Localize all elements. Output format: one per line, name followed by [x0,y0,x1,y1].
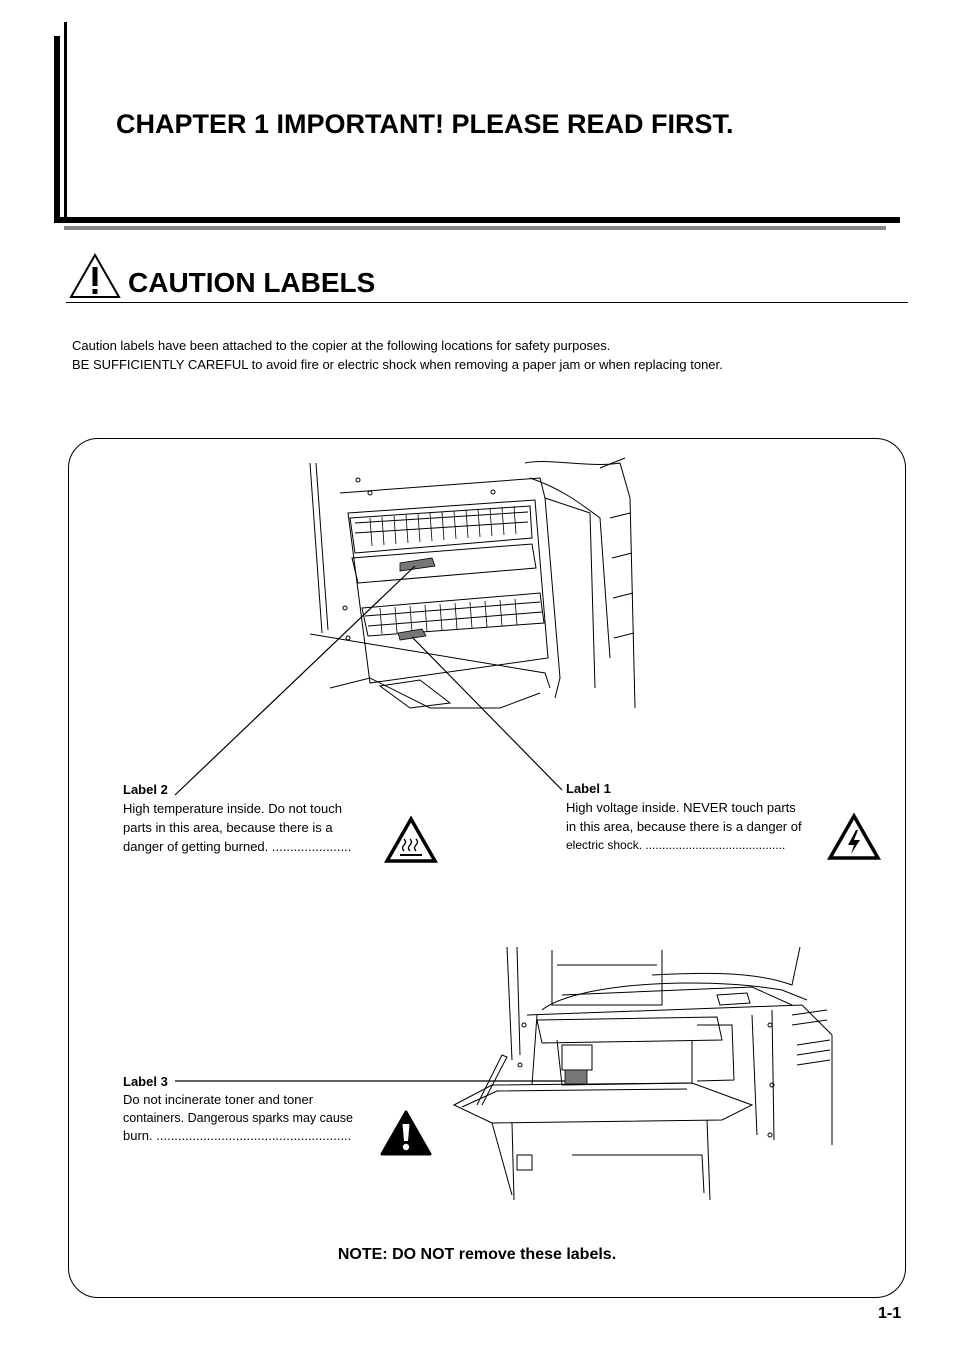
high-voltage-icon [828,814,880,860]
label-1-line-2: in this area, because there is a danger of [566,819,802,834]
label-3-line-3: burn. ...................................................... [123,1128,352,1143]
label-2-line-2: parts in this area, because there is a [123,820,333,835]
intro-line-2: BE SUFFICIENTLY CAREFUL to avoid fire or electric shock when removing a paper jam or when replacing toner. [72,357,723,372]
section-title: CAUTION LABELS [128,267,376,298]
label-2-line-3: danger of getting burned. ...................... [123,839,352,854]
label-1-line-3: electric shock. .......................................... [566,838,786,852]
label-1-line-1: High voltage inside. NEVER touch parts [566,800,796,815]
chapter-title: CHAPTER 1 IMPORTANT! PLEASE READ FIRST. [116,109,734,139]
label-2-block [123,780,377,856]
label-3-title: Label 3 [123,1074,168,1089]
label-3-line-2: containers. Dangerous sparks may cause [123,1111,353,1125]
intro-line-1: Caution labels have been attached to the copier at the following locations for safety purposes. [72,338,611,353]
label-3-line-1: Do not incinerate toner and toner [123,1092,314,1107]
note-text: NOTE: DO NOT remove these labels. [337,1246,617,1263]
hot-surface-icon [385,817,437,863]
label-2-title: Label 2 [123,782,168,797]
page-number: 1-1 [878,1305,902,1322]
copier-toner-area-illustration [452,945,837,1200]
label-1-block [566,779,822,855]
label-3-block [123,1073,379,1145]
exclamation-warning-icon [380,1110,432,1156]
label-2-line-1: High temperature inside. Do not touch [123,801,342,816]
label-1-title: Label 1 [566,781,611,796]
